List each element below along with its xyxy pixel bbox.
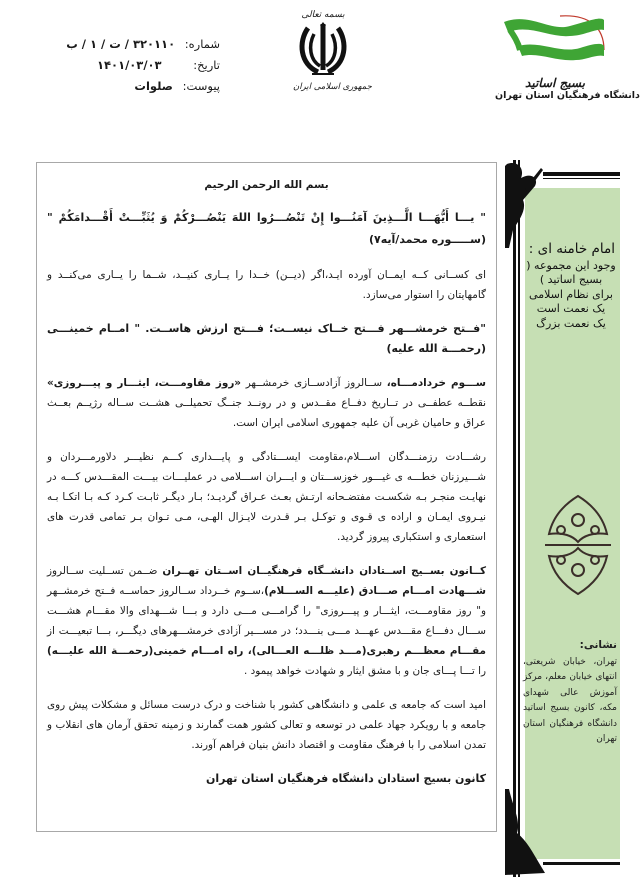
quote-line: یک نعمت بزرگ	[536, 316, 606, 330]
quote-line: برای نظام اسلامی	[529, 287, 613, 301]
arabesque-ornament-icon	[543, 490, 613, 600]
verse-translation: ای کســانی کــه ایمــان آورده ایـد،اگر (دیــن) خــدا را یــاری کنیــد، شــما را یــاری می‌کنــد و گامهایتان را استوار می‌سازد.	[47, 269, 486, 301]
address-heading: نشانی:	[579, 639, 617, 651]
letter-body	[36, 162, 497, 832]
khamenei-quote-box	[521, 242, 621, 331]
basij-flag-icon	[500, 10, 610, 70]
letter-attachment-label: پیوست:	[182, 79, 220, 93]
para1-bold2: «روز مقاومـــت، ایثـــار و پیـــروزی»	[47, 377, 242, 389]
letter-date-value: ۱۴۰۱/۰۳/۰۳	[97, 58, 162, 72]
para3-t3: را تـــا پـــای جان و با مشق ایثار و شهادت خواهد پیمود .	[244, 665, 486, 677]
bottom-corner-ornament-icon	[503, 787, 547, 877]
imam-khomeini-quote: "فــتح خرمشـــهر فـــتح خــاک نیســت؛ فـــتح ارزش هاســت. " امــام خمینـــی (رحمـــة الله علیه)	[47, 322, 486, 355]
sidebar-top-bar-thin	[543, 178, 620, 179]
paragraph-condolence	[47, 561, 486, 681]
para1-mid: ســالروز آزادســازی خرمشــهر	[241, 377, 387, 389]
letter-attachment-value: صلوات	[134, 79, 173, 93]
paragraph-hope: امید است که جامعه ی علمی و دانشگاهی کشور با شناخت و درک درست مسائل و مشکلات پیش روی جامعه و با رویکرد جهاد علمی در توسعه و تعالی کشور همت گمارند و زمینه تحقق آرمان های انقلاب و تمدن اسلامی را با فرهنگ مقاومت و اقتصاد دانش بنیان فراهم آورند.	[47, 699, 486, 751]
emblem-bottom-text: جمهوری اسلامی ایران	[293, 82, 372, 92]
letter-attachment-row	[80, 76, 220, 97]
para3-t1: ضــمن تســلیت ســالروز	[47, 565, 163, 577]
letter-meta	[66, 34, 220, 97]
quran-verse: " یـــا أَیُّهَـــا الَّـــذِینَ آمَنُـــوا إِنْ تَنْصُـــرُوا اللهَ یَنْصُـــرْکُمْ وَ یُثَبِّـــتْ أَقْـــدامَکُمْ "(ســـــوره محمد/آیه۷)	[47, 211, 486, 246]
para1-rest: نقطــه عطفــی در تــاریخ دفــاع مقــدس و در رونــد جنــگ تحمیلــی هشــت ســاله رژیــم بعــث عراق و حامیان غربی آن علیه جمهوری اسلامی ایران است.	[47, 397, 486, 429]
logo-subtitle: دانشگاه فرهنگیان استان تهران	[495, 90, 640, 101]
letter-date-label: تاریخ:	[193, 58, 220, 72]
letter-number-label: شماره:	[184, 37, 220, 51]
sidebar-bottom-bar	[543, 862, 620, 865]
paragraph-khordad	[47, 373, 486, 433]
para3-bold2: شـــهادت امـــام صـــادق (علیـــه الســـلام)	[264, 585, 486, 597]
logo-title: بسیج اساتید	[525, 76, 585, 90]
sidebar-border-lines	[513, 160, 520, 877]
paragraph-bravery: رشـــادت رزمنـــدگان اســـلام،مقاومت ایســـتادگی و پایـــداری کـــم نظیـــر دلاورمـــردان و شـــیرزنان خطـــه ی غیـــور خوزســـتان و ایـــران اســـلامی در عملیـــات بیـــت المقـــدس کـــه در نهایـت منجـر بـه شکسـت مفتضـحانه ارتـش بعـث عـراق گردیـد؛ بـار دیگـر ثابـت کـرد کـه بـا اتکـا بـه نیـروی ایمـان و اراده ی قـوی و توکـل بـر قـدرت لایـزال الهـی، مـی تـوان بـر تمامی قدرت های استعماری و استکباری پیروز گردید.	[47, 451, 486, 543]
address-box	[523, 638, 617, 748]
quote-line: یک نعمت است	[536, 302, 606, 315]
letter-number-row	[66, 34, 220, 55]
signature: کانون بسیج استادان دانشگاه فرهنگیان استان تهران	[206, 772, 486, 785]
para1-bold: ســـوم خردادمـــاه،	[386, 377, 486, 389]
letter-number-value: ۳۲۰۱۱۰ / ت / ۱ / ب	[66, 37, 176, 51]
quote-line: بسیج اساتید )	[539, 273, 603, 286]
top-corner-ornament-icon	[503, 160, 543, 250]
sidebar-top-bar	[543, 172, 620, 176]
iran-emblem	[293, 10, 372, 110]
quote-heading: امام خامنه ای :	[528, 241, 615, 257]
emblem-icon	[298, 20, 348, 78]
emblem-top-text: بسمه تعالی	[301, 10, 345, 20]
letter-date-row	[80, 55, 220, 76]
basmala: بسم الله الرحمن الرحیم	[204, 179, 329, 191]
basij-logo	[495, 10, 640, 110]
para3-t2: ،ســوم خــرداد ســالروز حماســه فــتح خرمشــهر و" روز مقاومـــت، ایثـــار و پیـــروزی" را گرامـــی مـــی دارد و بـــا شـــهدای والا مقـــام هشـــت ســـال دفـــاع مقـــدس عهـــد مـــی بنـــدد؛ در مســـیر آزادی خرمشـــهرهای دیگـــر، بـــا تبعیـــت از	[47, 585, 486, 637]
sidebar-panel	[503, 160, 620, 877]
para3-bold1: کــانون بســیج اســتادان دانشــگاه فرهنگیــان اســتان تهــران	[162, 565, 486, 577]
address-text: تهران، خیابان شریعتی، انتهای خیابان معلم، مرکز آموزش عالی شهدای مکه، کانون بسیج اساتید دانشگاه فرهنگیان استان تهران	[523, 656, 617, 744]
para3-bold3: مقـــام معظـــم رهبری(مـــد ظلـــه العـــالی)، راه امـــام خمینی(رحمـــة الله علیـــه)	[47, 645, 486, 657]
quote-line: وجود این مجموعه (	[526, 258, 616, 272]
